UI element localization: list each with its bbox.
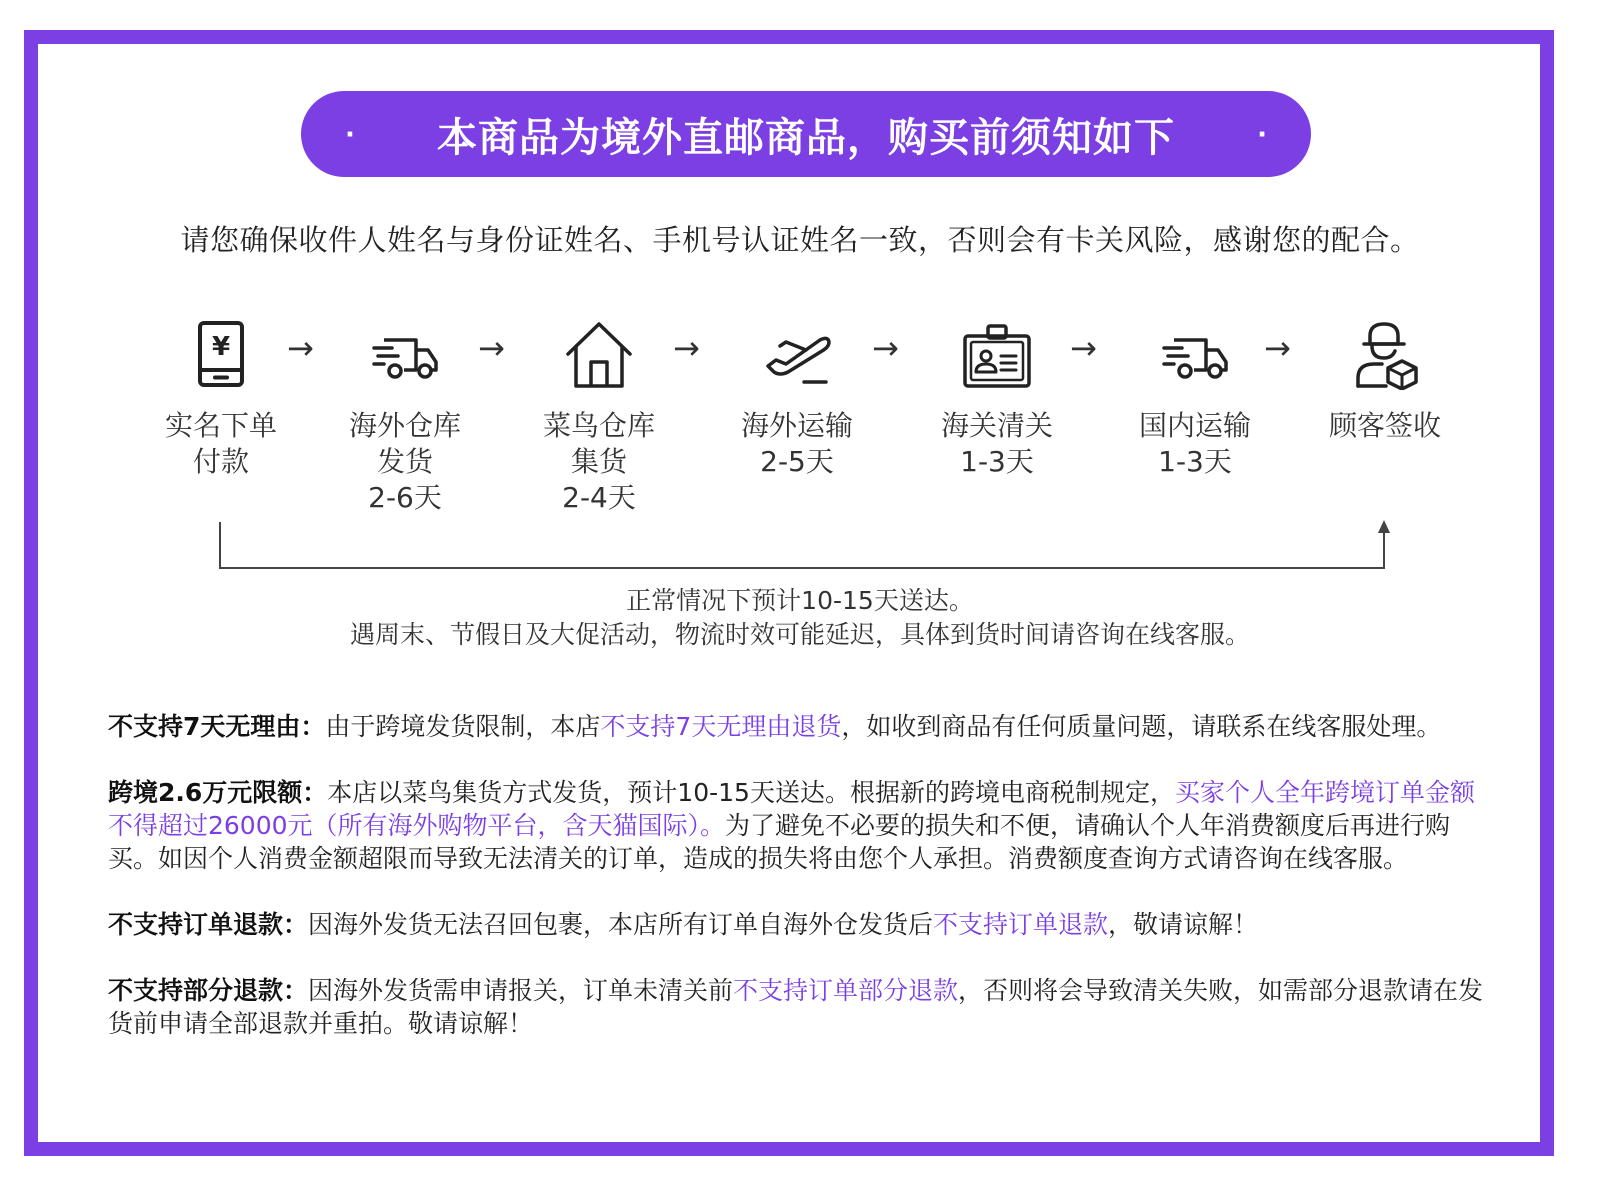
payment-phone-icon [186,320,256,390]
step-overseas-warehouse [320,320,490,516]
policy-list [108,710,1493,1073]
flow-arrow: → [673,329,700,367]
policy-no-order-refund: 不支持订单退款：因海外发货无法召回包裹，本店所有订单自海外仓发货后不支持订单退款，敬请谅解！ [108,910,1259,939]
flow-arrow: → [872,329,899,367]
step-label: 海外仓库 发货 2-6天 [348,409,461,514]
step-overseas-transport [712,320,882,480]
step-domestic-transport [1110,320,1280,480]
policy-no-7day-return: 不支持7天无理由：由于跨境发货限制，本店不支持7天无理由退货，如收到商品有任何质量问题，请联系在线客服处理。 [108,712,1442,741]
step-label: 菜鸟仓库 集货 2-4天 [542,409,655,514]
step-label: 国内运输 1-3天 [1138,409,1251,478]
step-cainiao-warehouse [514,320,684,516]
delivery-summary [0,584,1600,652]
svg-text:¥: ¥ [211,332,231,362]
customer-package-icon [1350,320,1420,390]
policy-cross-border-limit: 跨境2.6万元限额：本店以菜鸟集货方式发货，预计10-15天送达。根据新的跨境电商税制规定，买家个人全年跨境订单金额不得超过26000元（所有海外购物平台，含天猫国际）。为了避免不必要的损失和不便，请确认个人年消费额度后再进行购买。如因个人消费金额超限而导致无法清关的订单，造成的损失将由您个人承担。消费额度查询方式请咨询在线客服。 [108,778,1475,873]
step-customs-clearance [912,320,1082,480]
flow-arrow: → [478,329,505,367]
name-notice: 请您确保收件人姓名与身份证姓名、手机号认证姓名一致，否则会有卡关风险，感谢您的配合。 [180,223,1420,257]
airplane-icon [762,320,832,390]
flow-arrow: → [287,329,314,367]
flow-arrow: → [1070,329,1097,367]
warehouse-house-icon [564,320,634,390]
title-dot-left: · [345,120,355,150]
flow-arrow: → [1264,329,1291,367]
title-dot-right: · [1257,120,1267,150]
step-label: 海外运输 2-5天 [740,409,853,478]
delivery-truck-icon [1160,320,1230,390]
delivery-truck-icon [370,320,440,390]
summary-line-2: 遇周末、节假日及大促活动，物流时效可能延迟，具体到货时间请咨询在线客服。 [349,620,1250,649]
customs-id-card-icon [962,320,1032,390]
step-real-name-payment [136,320,306,480]
policy-no-partial-refund: 不支持部分退款：因海外发货需申请报关，订单未清关前不支持订单部分退款，否则将会导致清关失败，如需部分退款请在发货前申请全部退款并重拍。敬请谅解！ [108,976,1484,1038]
logistics-steps [0,320,1600,530]
step-label: 顾客签收 [1328,409,1441,442]
step-customer-receipt [1300,320,1470,444]
summary-line-1: 正常情况下预计10-15天送达。 [626,586,974,615]
step-label: 海关清关 1-3天 [940,409,1053,478]
page-title: 本商品为境外直邮商品，购买前须知如下 [437,114,1175,161]
title-banner [301,91,1311,177]
step-label: 实名下单 付款 [164,409,277,478]
